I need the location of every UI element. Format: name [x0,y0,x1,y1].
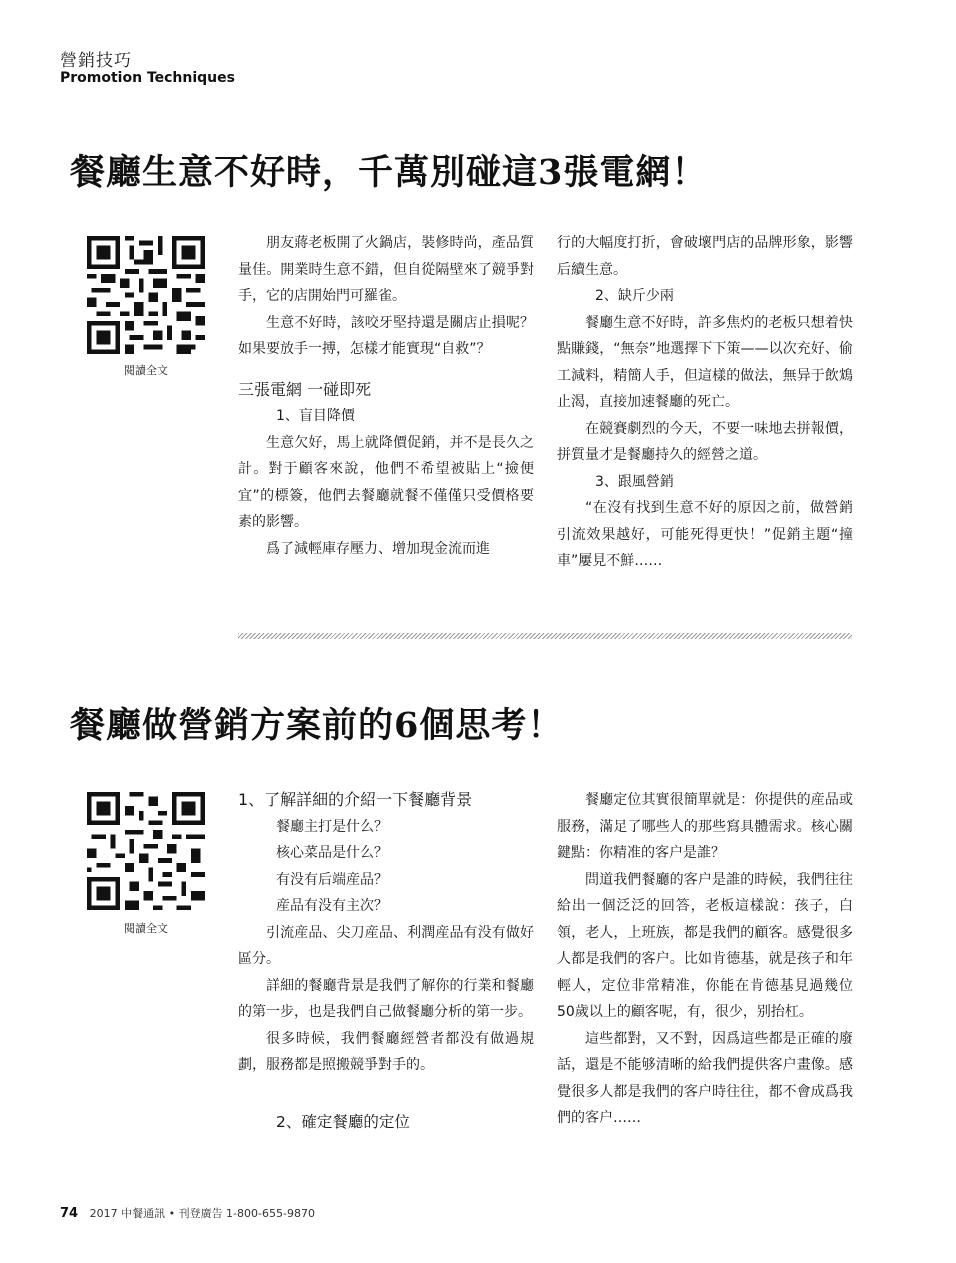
paragraph: 很多時候，我們餐廳經營者都没有做過規劃，服務都是照搬競爭對手的。 [238,1030,534,1073]
numbered-heading: 2、確定餐廳的定位 [276,1112,410,1131]
paragraph: 餐廳生意不好時，許多焦灼的老板只想着快點賺錢，“無奈”地選擇下下策——以次充好、偷工減料，精簡人手，但這樣的做法，無异于飲鴆止渴，直接加速餐廳的死亡。 [557,314,853,410]
article2-title: 餐廳做營銷方案前的6個思考！ [70,705,564,746]
paragraph: 爲了減輕庫存壓力、增加現金流而進 [266,540,490,557]
paragraph: 朋友蔣老板開了火鍋店，裝修時尚，產品質量佳。開業時生意不錯，但自從隔壁來了競爭對手，它的店開始門可羅雀。 [238,235,534,304]
paragraph: 行的大幅度打折，會破壞門店的品牌形象，影響后續生意。 [557,235,853,278]
paragraph: 問道我們餐廳的客户是誰的時候，我們往往給出一個泛泛的回答，老板這樣說：孩子，白領，老人，上班族，都是我們的顧客。感覺很多人都是我們的客户。比如肯德基，就是孩子和年輕人，定位非常精准，你能在肯德基見過幾位50歲以上的顧客呢，有，很少，别抬杠。 [557,871,853,1020]
page-footer [60,1205,315,1221]
paragraph: “在沒有找到生意不好的原因之前，做營銷引流效果越好，可能死得更快！”促銷主題“撞車”屢見不鮮…… [557,500,853,569]
section-label-zh: 營銷技巧 [60,51,132,71]
article2-column-1 [238,787,534,1135]
subheading: 三張電網 一碰即死 [238,379,372,399]
qr-caption: 閱讀全文 [124,364,168,377]
question-item: 有没有后端産品？ [276,871,388,888]
list-item: 2、缺斤少兩 [595,288,674,304]
page-number: 74 [60,1206,79,1221]
qr-code-icon[interactable] [87,236,205,354]
section-divider [238,633,852,639]
list-item: 1、盲目降價 [276,408,355,424]
paragraph: 這些都對，又不對，因爲這些都是正確的廢話，還是不能够清晰的給我們提供客户畫像。感覺很多人都是我們的客户時往往，都不會成爲我們的客户…… [557,1030,853,1126]
list-item: 3、跟風營銷 [595,473,674,490]
article2-column-2 [557,787,853,1132]
paragraph: 詳細的餐廳背景是我們了解你的行業和餐廳的第一步，也是我們自己做餐廳分析的第一步。 [238,977,534,1020]
paragraph: 在競賽劇烈的今天，不要一味地去拼報價，拼質量才是餐廳持久的經營之道。 [557,420,853,463]
qr-code-icon[interactable] [87,792,205,910]
article1-column-2 [557,230,853,575]
paragraph: 生意不好時，該咬牙堅持還是關店止損呢？如果要放手一搏，怎樣才能實現“自救”？ [238,314,534,357]
article1-title: 餐廳生意不好時，千萬別碰這3張電網！ [70,152,708,193]
footer-text: 2017 中餐通訊 • 刊登廣告 1-800-655-9870 [89,1207,315,1220]
question-item: 餐廳主打是什么？ [276,818,388,835]
question-item: 産品有没有主次？ [276,898,388,914]
section-label-en: Promotion Techniques [60,70,235,86]
paragraph: 生意欠好，馬上就降價促銷，并不是長久之計。對于顧客來說，他們不希望被貼上“撿便宜”的標簽，他們去餐廳就餐不僅僅只受價格要素的影響。 [238,434,534,530]
numbered-heading: 1、了解詳細的介紹一下餐廳背景 [238,790,473,809]
paragraph: 餐廳定位其實很簡單就是：你提供的産品或服務，滿足了哪些人的那些寫具體需求。核心關鍵點：你精准的客户是誰？ [557,792,853,861]
question-item: 核心菜品是什么？ [276,845,388,861]
qr-caption: 閱讀全文 [124,922,168,935]
paragraph: 引流産品、尖刀産品、利潤産品有没有做好區分。 [238,924,534,967]
article1-column-1 [238,230,534,562]
